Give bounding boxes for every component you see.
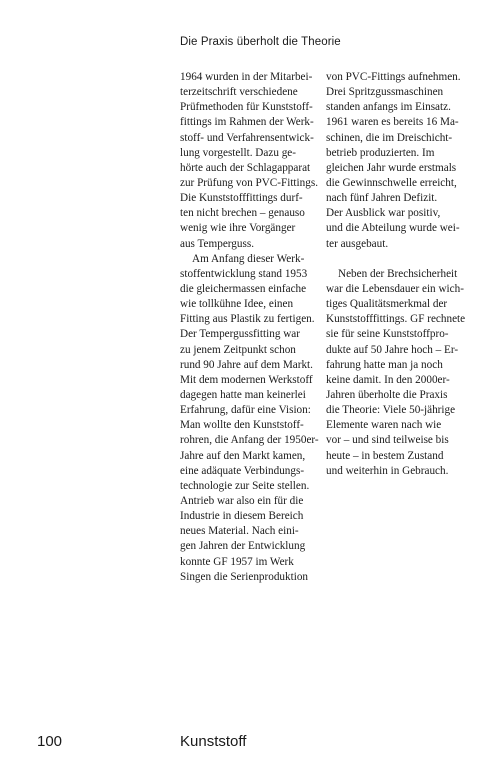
text-line: konnte GF 1957 im Werk	[180, 555, 294, 568]
text-line: Elemente waren nach wie	[326, 419, 442, 432]
text-line: dukte auf 50 Jahre hoch – Er-	[326, 343, 459, 356]
text-line: und die Abteilung wurde wei-	[326, 222, 460, 235]
text-line: dagegen hatte man keinerlei	[180, 388, 306, 401]
text-line: und weiterhin in Gebrauch.	[326, 464, 449, 477]
text-line: Prüfmethoden für Kunststoff-	[180, 101, 313, 114]
text-line: wie tollkühne Idee, einen	[180, 298, 294, 311]
text-line: keine damit. In den 2000er-	[326, 373, 450, 386]
text-line: die gleichermassen einfache	[180, 282, 307, 295]
text-line: eine adäquate Verbindungs-	[180, 464, 305, 477]
text-line: schinen, die im Dreischicht-	[326, 131, 453, 144]
text-line: betrieb produzierten. Im	[326, 146, 435, 159]
text-line: ten nicht brechen – genauso	[180, 207, 305, 220]
text-line: Industrie in diesem Bereich	[180, 510, 304, 523]
text-line: Singen die Serienproduktion	[180, 570, 309, 583]
text-line: die Theorie: Viele 50-jährige	[326, 404, 456, 417]
text-line: Mit dem modernen Werkstoff	[180, 373, 313, 386]
text-line: 1964 wurden in der Mitarbei-	[180, 71, 313, 83]
text-line: fahrung hatte man ja noch	[326, 358, 443, 371]
text-line: sie für seine Kunststoffpro-	[326, 328, 449, 341]
text-line: gleichen Jahr wurde erstmals	[326, 161, 457, 174]
text-line: Jahre auf den Markt kamen,	[180, 449, 306, 462]
text-line: tiges Qualitätsmerkmal der	[326, 298, 448, 311]
text-line: rund 90 Jahre auf dem Markt.	[180, 358, 313, 371]
running-head: Die Praxis überholt die Theorie	[180, 36, 341, 48]
text-line: terzeitschrift verschiedene	[180, 86, 298, 99]
text-line: Kunststofffittings. GF rechnete	[326, 313, 466, 326]
text-line: wenig wie ihre Vorgänger	[180, 222, 296, 235]
page-number: 100	[37, 733, 63, 750]
text-line: Drei Spritzgussmaschinen	[326, 86, 444, 99]
text-line: lung vorgestellt. Dazu ge-	[180, 146, 296, 159]
section-title: Kunststoff	[180, 733, 247, 750]
text-line: Antrieb war also ein für die	[180, 494, 304, 507]
text-line: fittings im Rahmen der Werk-	[180, 116, 314, 129]
text-line: stoffentwicklung stand 1953	[180, 267, 308, 280]
text-line: Neben der Brechsicherheit	[338, 267, 458, 280]
text-line: aus Temperguss.	[180, 237, 255, 250]
text-line: technologie zur Seite stellen.	[180, 479, 310, 492]
text-line: heute – in bestem Zustand	[326, 449, 444, 462]
text-line: stoff- und Verfahrensentwick-	[180, 131, 314, 144]
text-line: von PVC-Fittings aufnehmen.	[326, 71, 461, 83]
text-line: Man wollte den Kunststoff-	[180, 419, 304, 432]
text-line: standen anfangs im Einsatz.	[326, 101, 451, 114]
text-line: Der Tempergussfitting war	[180, 328, 300, 341]
text-column-right	[326, 70, 468, 479]
text-line: nach fünf Jahren Defizit.	[326, 192, 438, 205]
text-line: zu jenem Zeitpunkt schon	[180, 343, 296, 356]
text-line: gen Jahren der Entwicklung	[180, 540, 306, 553]
text-line: 1961 waren es bereits 16 Ma-	[326, 116, 459, 129]
text-line: Erfahrung, dafür eine Vision:	[180, 404, 311, 417]
text-line: neues Material. Nach eini-	[180, 525, 299, 538]
text-line: rohren, die Anfang der 1950er-	[180, 434, 319, 447]
text-column-left	[180, 70, 320, 585]
text-line: zur Prüfung von PVC-Fittings.	[180, 176, 318, 189]
text-line: hörte auch der Schlagapparat	[180, 161, 311, 174]
text-line: ter ausgebaut.	[326, 237, 389, 250]
text-line: Der Ausblick war positiv,	[326, 207, 441, 220]
text-line: die Gewinnschwelle erreicht,	[326, 176, 457, 189]
text-line: Jahren überholte die Praxis	[326, 388, 448, 401]
text-line: vor – und sind teilweise bis	[326, 434, 449, 447]
text-line	[326, 252, 468, 267]
text-line: Die Kunststofffittings durf-	[180, 192, 303, 205]
text-line: Fitting aus Plastik zu fertigen.	[180, 313, 315, 326]
text-line: Am Anfang dieser Werk-	[192, 252, 305, 265]
text-line: war die Lebensdauer ein wich-	[326, 282, 464, 295]
